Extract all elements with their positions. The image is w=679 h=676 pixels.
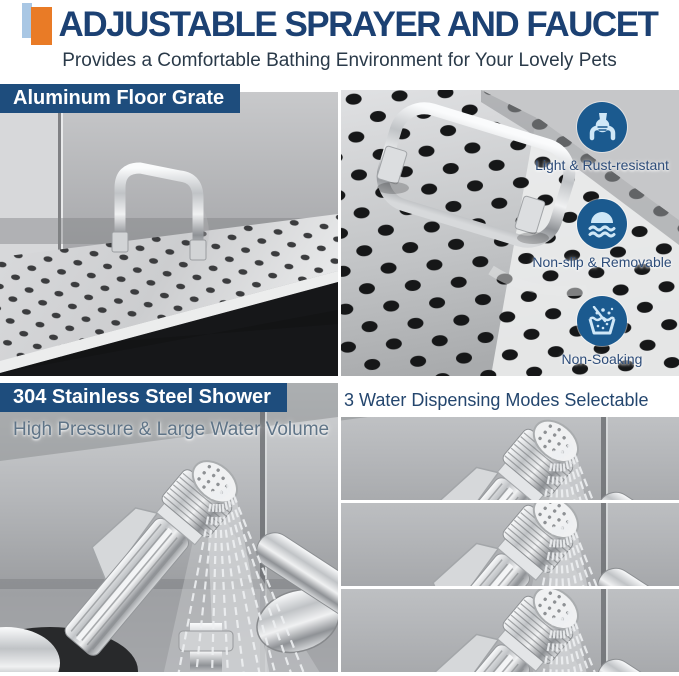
sprayer-photo: [0, 383, 338, 672]
shower-tagline: High Pressure & Large Water Volume: [13, 419, 330, 440]
shower-badge: 304 Stainless Steel Shower: [0, 383, 287, 412]
orange-blue-bars-icon: [22, 2, 55, 48]
feature-list: [525, 102, 679, 376]
feature-item-non-slip: [532, 199, 671, 270]
feature-label: Non-slip & Removable: [532, 254, 672, 270]
feature-item-light-rust: [535, 102, 669, 173]
feature-label: Non-Soaking: [561, 351, 643, 367]
modes-title: 3 Water Dispensing Modes Selectable: [341, 383, 679, 417]
spray-mode-photo-3: [341, 589, 679, 672]
shower-section: [0, 383, 679, 676]
brand-bar-orange: [31, 7, 52, 45]
spray-mode-photo-1: [341, 417, 679, 500]
floor-grate-photo-top: [341, 90, 679, 376]
title-row: [0, 2, 679, 48]
modes-panel: [341, 383, 679, 676]
spray-mode-photo-2: [341, 503, 679, 586]
floor-grate-photo-angled: [0, 92, 338, 376]
grate-angled-illustration: [0, 92, 338, 376]
page-title: ADJUSTABLE SPRAYER AND FAUCET: [58, 5, 658, 44]
aluminum-floor-grate-badge: Aluminum Floor Grate: [0, 84, 240, 113]
header-subtitle: Provides a Comfortable Bathing Environment for Your Lovely Pets: [62, 50, 617, 71]
header: [0, 0, 679, 84]
wash-splash-icon: [577, 296, 627, 346]
grip-hand-icon: [577, 102, 627, 152]
feature-label: Light & Rust-resistant: [535, 157, 669, 173]
feature-item-non-soaking: [562, 296, 643, 367]
floor-grate-section: [0, 84, 679, 376]
wave-non-slip-icon: [577, 199, 627, 249]
